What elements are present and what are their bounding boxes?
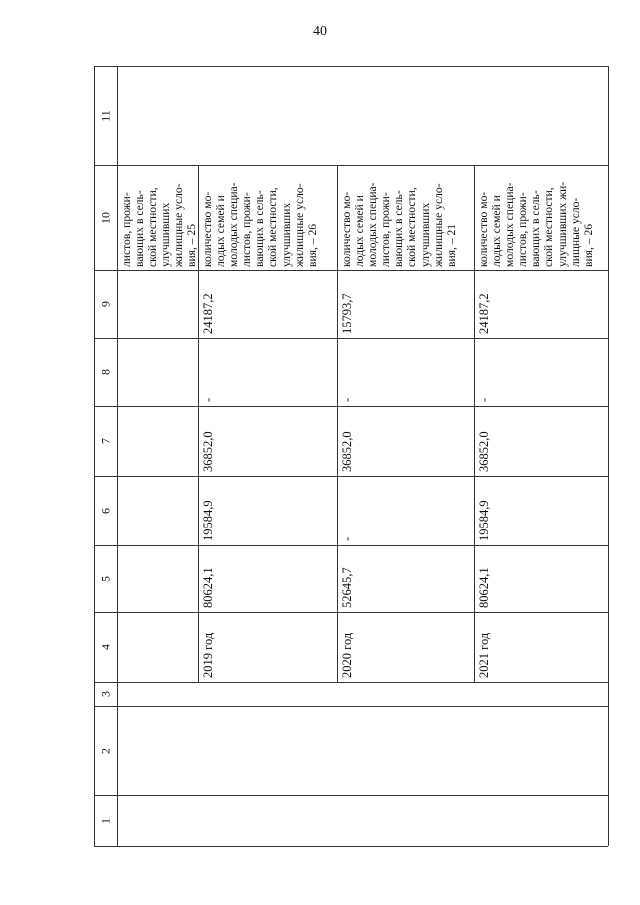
cell-c7-row-1: 36852,0: [201, 431, 215, 472]
row-divider: [474, 165, 475, 682]
cell-c5-row-1: 80624,1: [201, 567, 215, 608]
column-divider: [94, 795, 608, 796]
cell-indicator-text-row-0: листов, прожи- вающих в сель- ской местности, улучшивших жилищные усло- вия, – 25: [120, 183, 199, 267]
column-divider: [94, 165, 608, 166]
cell-indicator-text-row-1: количество мо- лодых семей и молодых специа- листов, прожи- вающих в сель- ской местности, улучшивших жилищные усло- вия, – 26: [201, 182, 319, 267]
column-divider: [94, 476, 608, 477]
table-border-right: [608, 66, 609, 846]
column-divider: [94, 270, 608, 271]
cell-c6-row-2: -: [340, 536, 354, 541]
column-divider: [94, 406, 608, 407]
cell-c9-row-3: 24187,2: [477, 293, 491, 334]
cell-c9-row-2: 15793,7: [340, 293, 354, 334]
column-divider: [94, 612, 608, 613]
cell-c5-row-2: 52645,7: [340, 567, 354, 608]
cell-year-row-3: 2021 год: [477, 632, 491, 678]
column-divider: [94, 706, 608, 707]
column-divider: [94, 682, 608, 683]
cell-c6-row-1: 19584,9: [201, 500, 215, 541]
column-number-7: 7: [97, 438, 112, 444]
cell-year-row-1: 2019 год: [201, 632, 215, 678]
column-number-3: 3: [97, 691, 112, 697]
header-separator: [117, 66, 118, 846]
cell-c6-row-3: 19584,9: [477, 500, 491, 541]
column-number-1: 1: [97, 817, 112, 824]
table-border-bottom: [94, 846, 608, 847]
cell-c5-row-3: 80624,1: [477, 567, 491, 608]
cell-c7-row-2: 36852,0: [340, 431, 354, 472]
column-number-10: 10: [97, 211, 112, 224]
column-divider: [94, 545, 608, 546]
cell-c8-row-2: -: [340, 397, 354, 402]
cell-indicator-text-row-2: количество мо- лодых семей и молодых специа- листов, прожи- вающих в сель- ской местности, улучшивших жилищные усло- вия, – 21: [340, 182, 458, 267]
table-border-left: [94, 66, 95, 846]
cell-c8-row-1: -: [201, 397, 215, 402]
column-number-4: 4: [97, 644, 112, 650]
cell-c8-row-3: -: [477, 397, 491, 402]
page-number: 40: [313, 24, 327, 39]
row-divider: [337, 165, 338, 682]
column-number-8: 8: [97, 369, 112, 375]
column-number-6: 6: [97, 507, 112, 514]
column-divider: [94, 338, 608, 339]
cell-indicator-text-row-3: количество мо- лодых семей и молодых специа- листов, прожи- вающих в сель- ской местности, улучшивших жи- лищные усло- вия, – 26: [477, 181, 595, 267]
cell-c7-row-3: 36852,0: [477, 431, 491, 472]
column-number-5: 5: [97, 575, 112, 582]
cell-c9-row-1: 24187,2: [201, 293, 215, 334]
column-number-9: 9: [97, 301, 112, 307]
column-number-11: 11: [97, 109, 112, 122]
cell-year-row-2: 2020 год: [340, 632, 354, 678]
table-border-top: [94, 66, 608, 67]
column-number-2: 2: [97, 747, 112, 754]
